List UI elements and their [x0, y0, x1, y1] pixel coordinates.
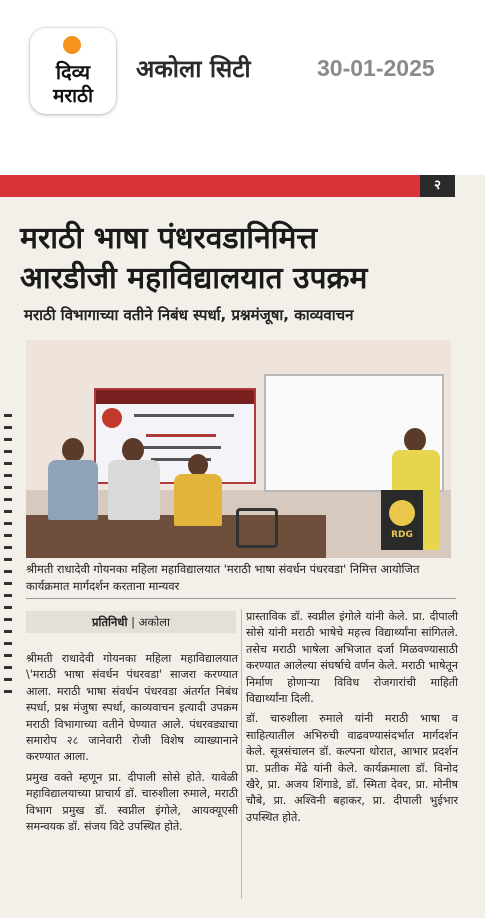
- article-subheadline: मराठी विभागाच्या वतीने निबंध स्पर्धा, प्रश्नमंजूषा, काव्यवाचन: [24, 306, 354, 324]
- column-divider: [241, 609, 242, 899]
- college-emblem-icon: [389, 500, 415, 526]
- article-column-right: [246, 609, 458, 830]
- sun-icon: [63, 36, 81, 54]
- article-headline: [20, 219, 470, 299]
- paragraph: प्रमुख वक्ते म्हणून प्रा. दीपाली सोसे होते. यावेळी महाविद्यालयाच्या प्राचार्य डॉ. चारुशीला रुमाले, मराठी विभाग प्रमुख डॉ. स्वप्नील इंगोले, आयक्यूएसी समन्वयक डॉ. संजय विटे उपस्थित होते.: [26, 770, 238, 834]
- headline-line1: मराठी भाषा पंधरवडानिमित्त: [20, 221, 318, 256]
- byline-separator: |: [131, 615, 139, 629]
- adjacent-column-edge: [0, 405, 14, 905]
- byline-place: अकोला: [138, 615, 171, 629]
- paragraph: प्रास्ताविक डॉ. स्वप्नील इंगोले यांनी केले. प्रा. दीपाली सोसे यांनी मराठी भाषेचे महत्त्व विद्यार्थ्यांना सांगितले. तसेच मराठी भाषेला अभिजात दर्जा मिळवण्यासाठी करण्यात आलेल्या संघर्षाचे वर्णन केले. मराठी भाषेतून निर्माण होणाऱ्या विविध रोजगारांची माहिती विद्यार्थ्यांना दिली.: [246, 610, 458, 706]
- empty-chair: [236, 508, 278, 548]
- event-photo: [26, 340, 451, 558]
- page-number: २: [420, 175, 455, 197]
- photo-caption: श्रीमती राधादेवी गोयनका महिला महाविद्यालयात 'मराठी भाषा संवर्धन पंधरवडा' निमित्त आयोजित कार्यक्रमात मार्गदर्शन करताना मान्यवर: [26, 562, 420, 593]
- podium-label: RDG: [391, 530, 413, 540]
- logo-text-line1: दिव्य: [55, 60, 91, 84]
- byline-name: प्रतिनिधी: [91, 615, 128, 629]
- newspaper-clipping[interactable]: [0, 175, 485, 918]
- logo-text-line2: मराठी: [52, 85, 93, 107]
- divya-marathi-logo[interactable]: [30, 28, 116, 114]
- paragraph: डॉ. चारुशीला रुमाले यांनी मराठी भाषा व साहित्यातील अभिरुची वाढवण्यासंदर्भात मार्गदर्शन केले. सूत्रसंचालन डॉ. कल्पना थोरात, आभार प्रदर्शन प्रा. प्रतीक मेंढे यांनी केले. कार्यक्रमाला डॉ. विनोद खैरे, प्रा. अजय शिंगाडे, डॉ. स्मिता देवर, प्रा. मोनीष चौबे, प्रा. अश्विनी बहाकर, प्रा. दीपाली भुईभार उपस्थित होते.: [246, 712, 458, 824]
- edition-title: अकोला सिटी: [136, 55, 251, 83]
- article-column-left: [26, 651, 238, 839]
- podium: [381, 490, 423, 550]
- paragraph: श्रीमती राधादेवी गोयनका महिला महाविद्यालयात \'मराठी भाषा संवर्धन पंधरवडा' साजरा करण्यात आला. मराठी भाषा संवर्धन पंधरवडा अंतर्गत निबंध स्पर्धा, प्रश्न मंजुषा स्पर्धा, काव्यवाचन इत्यादी उपक्रम मराठी विभागाच्या वतीने घेण्यात आले. पंधरवड्याचा समारोप २८ जानेवारी रोजी विशेष व्याख्यानाने करण्यात आला.: [26, 652, 238, 764]
- edition-date: 30-01-2025: [317, 55, 435, 81]
- page-top-bar: [0, 175, 420, 197]
- caption-divider: [26, 598, 456, 599]
- headline-line2: आरडीजी महाविद्यालयात उपक्रम: [20, 261, 368, 296]
- byline: [26, 611, 236, 633]
- app-header: [0, 0, 485, 175]
